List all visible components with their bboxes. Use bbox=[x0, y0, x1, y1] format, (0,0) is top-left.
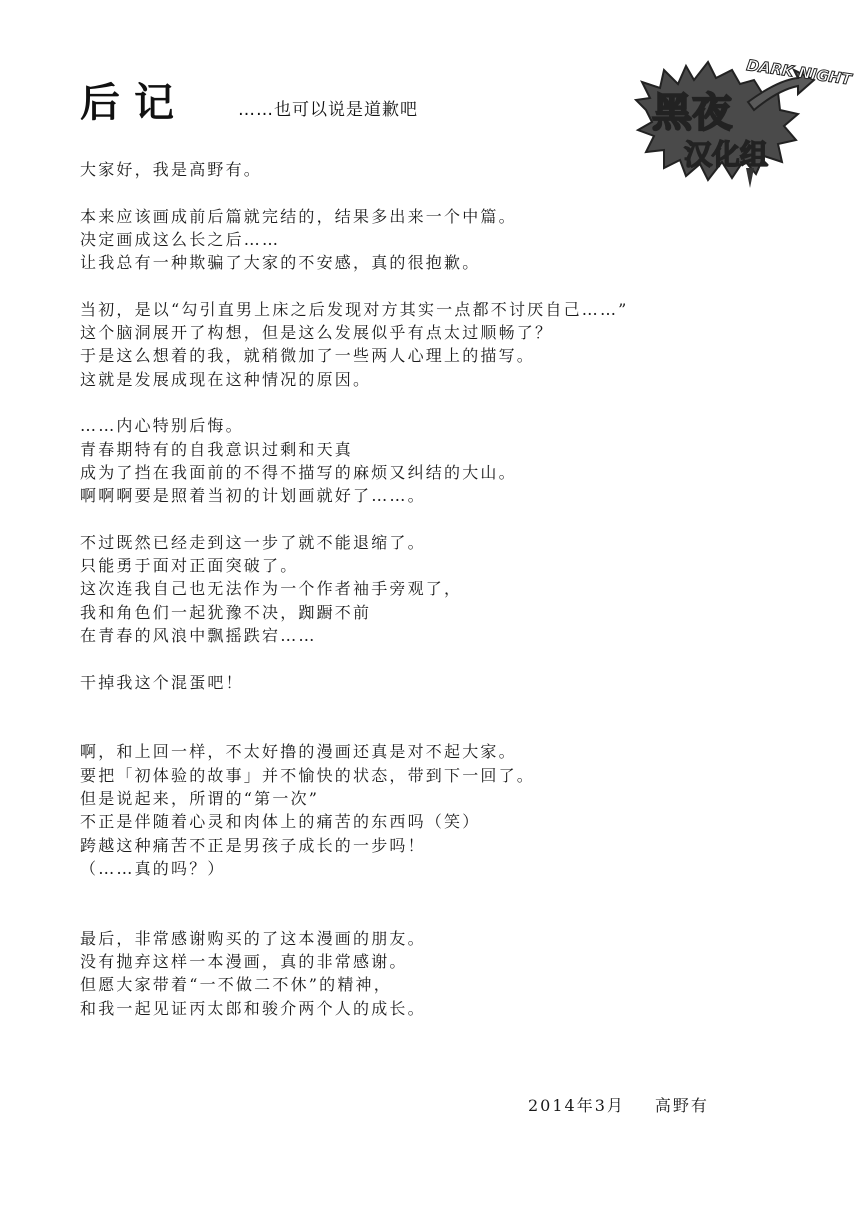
text-line: 只能勇于面对正面突破了。 bbox=[80, 556, 299, 576]
text-line: 没有抛弃这样一本漫画，真的非常感谢。 bbox=[80, 952, 408, 972]
text-line: 大家好，我是高野有。 bbox=[80, 160, 263, 179]
paragraph-7 bbox=[80, 740, 780, 880]
text-line: 最后，非常感谢购买的了这本漫画的朋友。 bbox=[80, 928, 426, 948]
page-subtitle: ……也可以说是道歉吧 bbox=[238, 100, 418, 120]
text-line: 我和角色们一起犹豫不决，踟蹰不前 bbox=[80, 602, 372, 622]
paragraph-3 bbox=[80, 298, 780, 391]
text-line: 干掉我这个混蛋吧！ bbox=[80, 672, 244, 692]
text-line: 啊啊啊要是照着当初的计划画就好了……。 bbox=[80, 486, 426, 506]
text-line: 本来应该画成前后篇就完结的，结果多出来一个中篇。 bbox=[80, 206, 517, 226]
signature-date: 2014年3月 bbox=[528, 1096, 625, 1115]
text-line: 和我一起见证丙太郎和骏介两个人的成长。 bbox=[80, 998, 426, 1018]
text-line: 于是这么想着的我，就稍微加了一些两人心理上的描写。 bbox=[80, 346, 536, 366]
text-line: 让我总有一种欺骗了大家的不安感，真的很抱歉。 bbox=[80, 253, 481, 273]
text-line: 这次连我自己也无法作为一个作者袖手旁观了， bbox=[80, 579, 463, 599]
afterword-body bbox=[80, 158, 780, 1020]
logo-main-text: 黑夜 bbox=[652, 90, 732, 136]
text-line: （……真的吗？） bbox=[80, 858, 226, 878]
text-line: 跨越这种痛苦不正是男孩子成长的一步吗！ bbox=[80, 835, 426, 855]
paragraph-5 bbox=[80, 531, 780, 647]
text-line: ……内心特别后悔。 bbox=[80, 416, 244, 436]
text-line: 啊，和上回一样，不太好撸的漫画还真是对不起大家。 bbox=[80, 742, 517, 762]
text-line: 不过既然已经走到这一步了就不能退缩了。 bbox=[80, 532, 426, 552]
paragraph-2 bbox=[80, 205, 780, 275]
paragraph-4 bbox=[80, 414, 780, 507]
paragraph-8 bbox=[80, 927, 780, 1020]
paragraph-1 bbox=[80, 158, 780, 181]
paragraph-6 bbox=[80, 671, 780, 694]
signature bbox=[528, 1094, 709, 1118]
text-line: 成为了挡在我面前的不得不描写的麻烦又纠结的大山。 bbox=[80, 462, 517, 482]
text-line: 青春期特有的自我意识过剩和天真 bbox=[80, 439, 354, 459]
logo-top-text: DARK NIGHT bbox=[745, 56, 853, 89]
text-line: 这个脑洞展开了构想，但是这么发展似乎有点太过顺畅了？ bbox=[80, 323, 554, 343]
text-line: 但是说起来，所谓的“第一次” bbox=[80, 789, 320, 809]
page-title: 后记 bbox=[80, 80, 188, 126]
text-line: 当初，是以“勾引直男上床之后发现对方其实一点都不讨厌自己……” bbox=[80, 299, 629, 319]
text-line: 决定画成这么长之后…… bbox=[80, 229, 281, 249]
text-line: 要把「初体验的故事」并不愉快的状态，带到下一回了。 bbox=[80, 765, 536, 785]
logo-sub-text: 汉化组 bbox=[684, 138, 769, 171]
text-line: 但愿大家带着“一不做二不休”的精神， bbox=[80, 975, 392, 995]
text-line: 在青春的风浪中飘摇跌宕…… bbox=[80, 625, 317, 645]
signature-author: 高野有 bbox=[654, 1096, 709, 1115]
text-line: 这就是发展成现在这种情况的原因。 bbox=[80, 369, 372, 389]
text-line: 不正是伴随着心灵和肉体上的痛苦的东西吗（笑） bbox=[80, 812, 481, 832]
